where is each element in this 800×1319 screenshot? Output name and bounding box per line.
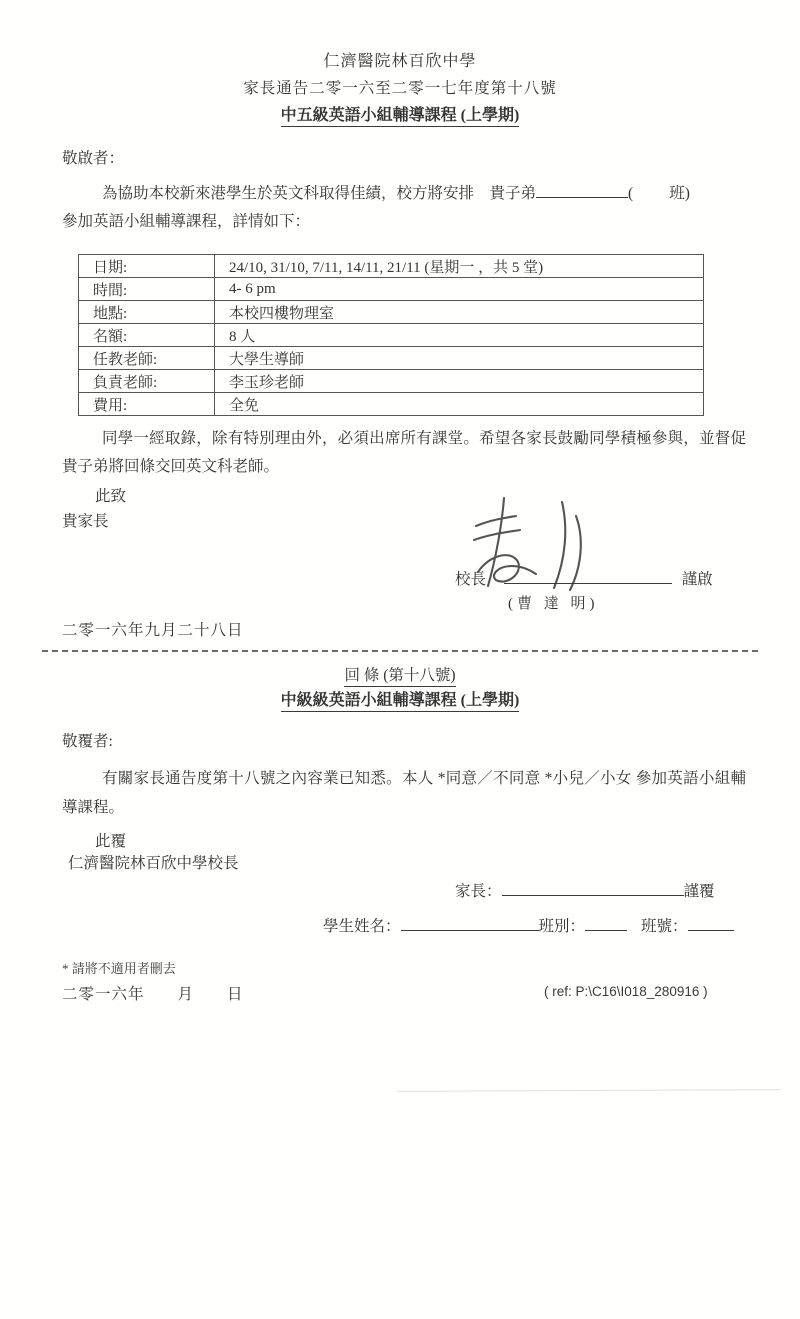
- row-value: 大學生導師: [215, 347, 704, 370]
- course-details-table: [78, 254, 704, 416]
- row-label: 時間:: [79, 278, 215, 301]
- row-label: 名額:: [79, 324, 215, 347]
- principal-printed-name: (曹 達 明): [508, 596, 599, 612]
- reply-slip-title-text: 回 條 (第十八號): [344, 663, 455, 687]
- table-row: [79, 370, 704, 393]
- row-value: 8 人: [215, 324, 704, 347]
- document-title-text: 中五級英語小組輔導課程 (上學期): [281, 102, 520, 127]
- row-value: 全免: [215, 393, 704, 416]
- table-row: [79, 278, 704, 301]
- notice-number-line: 家長通告二零一六至二零一七年度第十八號: [243, 80, 557, 97]
- parent-signature-blank: [502, 879, 684, 896]
- document-title: [0, 102, 800, 127]
- student-name-label: 學生姓名：: [323, 918, 401, 935]
- principal-label: 校長: [455, 571, 487, 588]
- class-label: 班別：: [538, 918, 586, 935]
- table-row: [79, 301, 704, 324]
- student-name-blank: [401, 915, 539, 931]
- row-label: 任教老師:: [79, 347, 215, 370]
- class-blank: [585, 915, 627, 931]
- salutation: 敬啟者：: [62, 150, 125, 167]
- student-info-line: [323, 914, 734, 936]
- row-value: 4- 6 pm: [215, 278, 704, 301]
- closing-cizhi: 此致: [95, 488, 127, 505]
- intro-paragraph-line1: [62, 181, 752, 203]
- class-suffix: 班): [669, 185, 690, 202]
- reply-slip-subtitle-text: 中級級英語小組輔導課程 (上學期): [281, 687, 520, 712]
- row-label: 日期:: [79, 255, 215, 278]
- intro-text: 為協助本校新來港學生於英文科取得佳績，校方將安排 貴子弟: [102, 185, 537, 202]
- delete-inapplicable-footnote: * 請將不適用者刪去: [62, 961, 176, 976]
- table-row: [79, 324, 704, 347]
- table-row: [79, 393, 704, 416]
- paren-open: (: [628, 185, 634, 202]
- row-label: 費用:: [79, 393, 215, 416]
- reply-addressee: 仁濟醫院林百欣中學校長: [68, 855, 239, 872]
- class-no-label: 班號：: [641, 918, 688, 935]
- student-name-blank: [536, 184, 628, 198]
- row-label: 負責老師:: [79, 370, 215, 393]
- row-value: 本校四樓物理室: [215, 301, 704, 324]
- reply-slip-title: [0, 663, 800, 687]
- row-label: 地點:: [79, 301, 215, 324]
- parent-suffix: 謹覆: [683, 883, 715, 900]
- reply-closing-cifu: 此覆: [95, 833, 127, 850]
- class-no-blank: [688, 915, 734, 931]
- reply-date-blank-line: 二零一六年 月 日: [62, 986, 244, 1003]
- signature-blank-line: [504, 566, 672, 584]
- tear-off-divider: [42, 650, 758, 652]
- issue-date: 二零一六年九月二十八日: [62, 622, 244, 639]
- closing-recipient: 貴家長: [62, 513, 109, 530]
- row-value: 24/10, 31/10, 7/11, 14/11, 21/11 (星期一 ，共 5 堂): [215, 255, 704, 278]
- scanner-artifact-line: [398, 1089, 780, 1092]
- row-value: 李玉珍老師: [215, 370, 704, 393]
- table-row: [79, 347, 704, 370]
- parent-label: 家長：: [455, 883, 502, 900]
- table-row: [79, 255, 704, 278]
- reply-slip-subtitle: [0, 687, 800, 712]
- principal-sign-line: [455, 566, 713, 589]
- school-name: 仁濟醫院林百欣中學: [323, 53, 477, 70]
- intro-paragraph-line2: 參加英語小組輔導課程，詳情如下：: [62, 213, 311, 230]
- attendance-paragraph: 同學一經取錄，除有特別理由外，必須出席所有課堂。希望各家長鼓勵同學積極參與，並督促 貴子弟將回條交回英文科老師。: [62, 430, 762, 475]
- reply-body-paragraph: 有關家長通告度第十八號之內容業已知悉。本人 *同意／不同意 *小兒／小女 參加英語小組輔導課程。: [62, 770, 746, 816]
- principal-suffix: 謹啟: [681, 571, 713, 588]
- file-reference: ( ref: P:\C16\I018_280916 ): [544, 984, 708, 999]
- reply-salutation: 敬覆者:: [62, 733, 113, 750]
- parent-signature-line: [455, 879, 715, 901]
